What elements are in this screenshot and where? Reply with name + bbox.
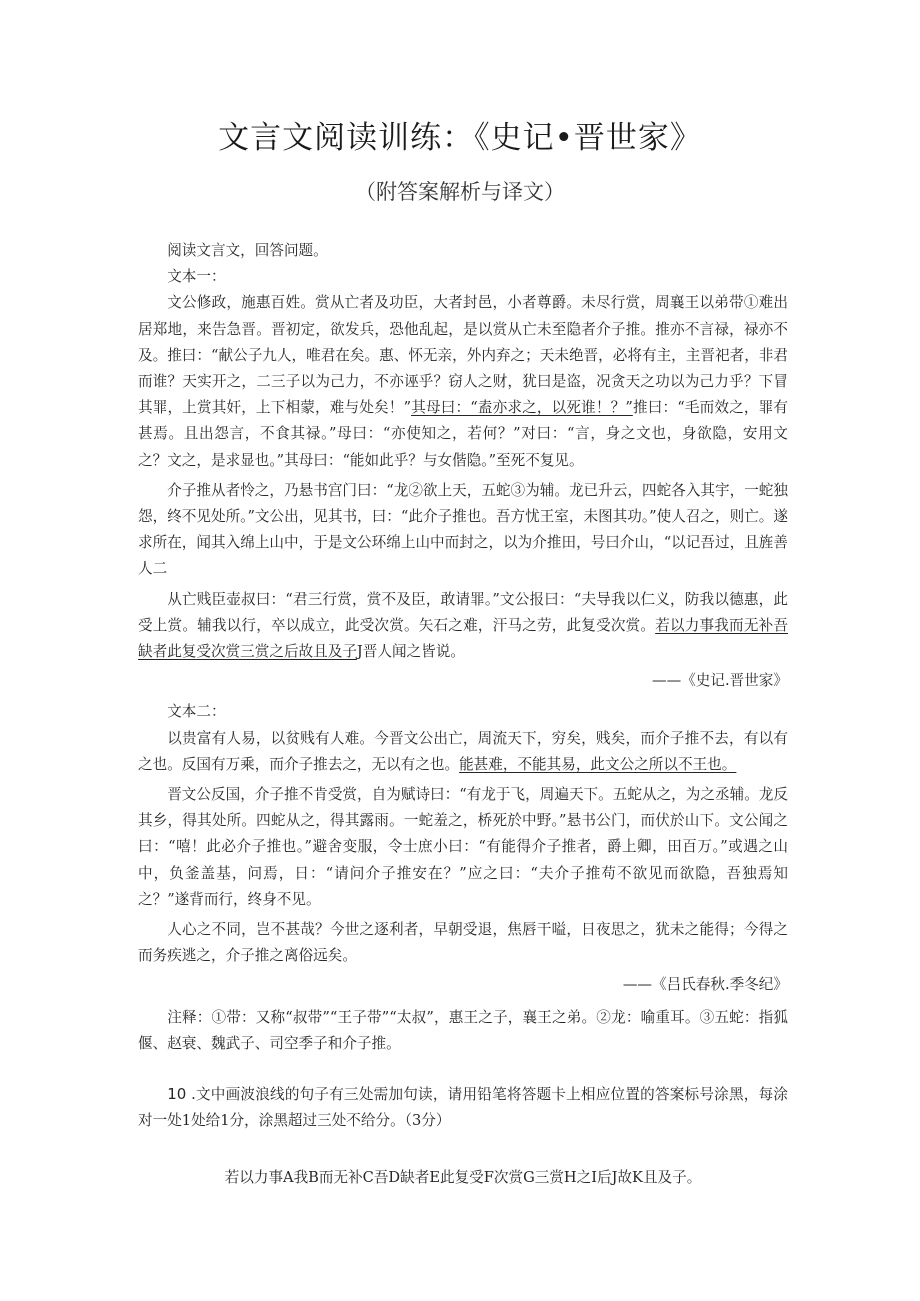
page-title: 文言文阅读训练：《史记•晋世家》 bbox=[218, 120, 702, 156]
text2-p1-part-a: 以贵富有人易，以贫贱有人难。今晋文公出亡，周流天下，穷矣，贱矣，而介子推不去，有以有之也。反国有万乘，而介子推去之，无以有之也。 bbox=[138, 729, 788, 773]
intro-text: 阅读文言文，回答问题。 bbox=[167, 242, 328, 259]
text1-p3-part-b: J晋人闻之皆说。 bbox=[356, 643, 465, 661]
question-number: 10 bbox=[167, 1085, 187, 1104]
text2-paragraph-3: 人心之不同，岂不甚哉？今世之逐利者，早朝受退，焦唇干嗌，日夜思之，犹未之能得；今得之而务疾逃之，介子推之离俗远矣。 bbox=[138, 921, 788, 965]
text1-p3-part-a: 从亡贱臣壶叔曰：“君三行赏，赏不及臣，敢请罪。”文公报曰：“夫导我以仁义，防我以德惠，此受上赏。辅我以行，卒以成立，此受次赏。矢石之难，汗马之劳，此复受次赏。 bbox=[138, 590, 788, 634]
text1-p3-wavy-sentence: 若以力事我而无补吾缺者此复受次赏三赏之后故且及子 bbox=[138, 616, 788, 661]
text1-p1-part-b: 推曰：“毛而效之，罪有甚焉。且出怨言，不食其禄。”母曰：“亦使知之，若何？”对曰：“言，身之文也，身欲隐，安用文之？文之，是求显也。”其母曰：“能如此乎？与女偕隐。”至死不复见。 bbox=[138, 399, 788, 469]
document-body bbox=[138, 238, 788, 1191]
text2-source: ——《吕氏春秋.季冬纪》 bbox=[622, 976, 788, 994]
question-10 bbox=[138, 1081, 788, 1134]
annotation-note: 注释：①带：又称“叔带”“王子带”“太叔”，惠王之子，襄王之弟。②龙：喻重耳。③五蛇：指狐偃、赵衰、魏武子、司空季子和介子推。 bbox=[138, 1008, 788, 1052]
answer-options: 若以力事A我B而无补C吾D缺者E此复受F次赏G三赏H之I后J故K且及子。 bbox=[224, 1168, 702, 1186]
text1-p1-underlined: 其母曰：“盍亦求之，以死谁！？” bbox=[411, 399, 633, 417]
text2-paragraph-2: 晋文公反国，介子推不肯受赏，自为赋诗曰：“有龙于飞，周遍天下。五蛇从之，为之丞辅。龙反其乡，得其处所。四蛇从之，得其露雨。一蛇羞之，桥死於中野。”悬书公门，而伏於山下。文公闻之曰：“嘻！此必介子推也。”避舍变服，令士庶小曰：“有能得介子推者，爵上卿，田百万。”或遇之山中，负釜盖基，问焉，日：“请问介子推安在？”应之曰：“夫介子推苟不欲见而欲隐，吾独焉知之？”遂背而行，终身不见。 bbox=[138, 786, 788, 908]
text1-paragraph-1 bbox=[138, 290, 788, 473]
text2-p1-underlined: 能甚难，不能其易，此文公之所以不王也。 bbox=[459, 755, 737, 773]
page-subtitle: （附答案解析与译文） bbox=[355, 180, 565, 204]
question-text: .文中画波浪线的句子有三处需加句读，请用铅笔将答题卡上相应位置的答案标号涂黑，每涂对一处1处给1分，涂黑超过三处不给分。（3分） bbox=[138, 1086, 788, 1130]
text1-p1-part-a: 文公修政，施惠百姓。赏从亡者及功臣，大者封邑，小者尊爵。未尽行赏，周襄王以弟带①难出居郑地，来告急晋。晋初定，欲发兵，恐他乱起，是以赏从亡未至隐者介子推。推亦不言禄，禄亦不及。推曰：“献公子九人，唯君在矣。惠、怀无亲，外内弃之；天未绝晋，必将有主，主晋祀者，非君而谁？天实开之，二三子以为己力，不亦诬乎？窃人之财，犹曰是盗，况贪天之功以为己力乎？下冒其罪，上赏其奸，上下相蒙，难与处矣！” bbox=[138, 294, 788, 417]
text1-paragraph-2: 介子推从者怜之，乃悬书宫门曰：“龙②欲上天，五蛇③为辅。龙已升云，四蛇各入其宇，一蛇独怨，终不见处所。”文公出，见其书，曰：“此介子推也。吾方忧王室，未图其功。”使人召之，则亡。遂求所在，闻其入绵上山中，于是文公环绵上山中而封之，以为介推田，号曰介山，“以记吾过，且旌善人二 bbox=[138, 481, 788, 578]
text2-label: 文本二： bbox=[167, 703, 226, 721]
text1-label: 文本一： bbox=[167, 268, 226, 286]
text2-paragraph-1 bbox=[138, 726, 788, 778]
text1-source: ——《史记.晋世家》 bbox=[652, 672, 788, 690]
text1-paragraph-3 bbox=[138, 587, 788, 666]
